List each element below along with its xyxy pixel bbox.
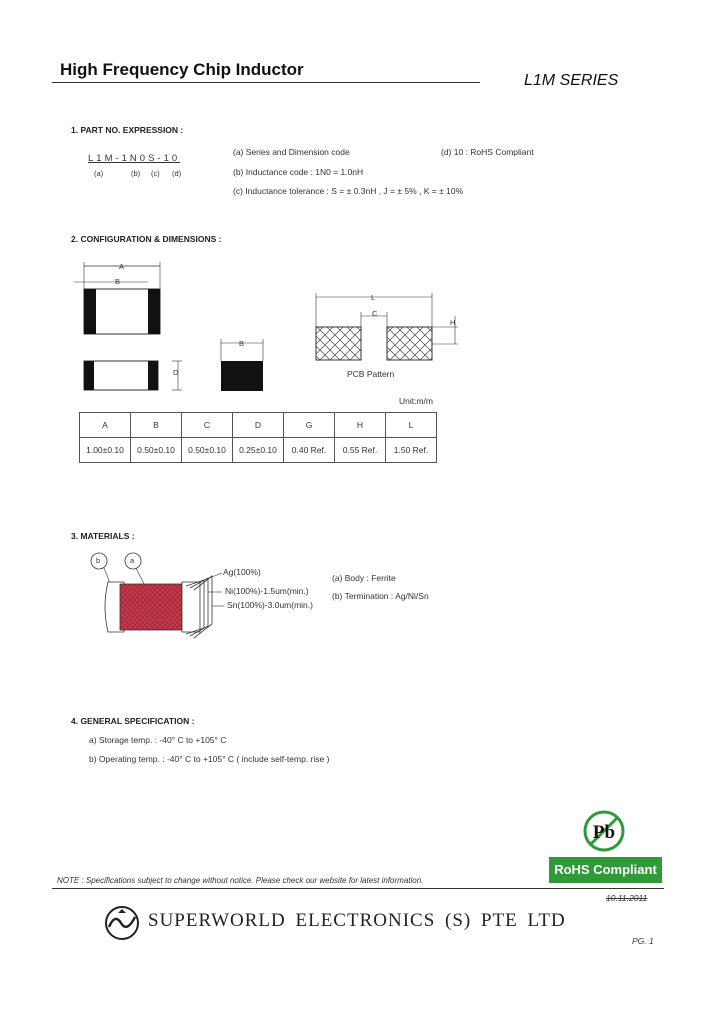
table-cell: 0.25±0.10 bbox=[233, 438, 284, 463]
dimension-table bbox=[79, 412, 437, 463]
company-name: SUPERWORLD ELECTRONICS (S) PTE LTD bbox=[148, 910, 566, 931]
material-body: (a) Body : Ferrite bbox=[332, 573, 396, 583]
company-logo-icon bbox=[104, 905, 140, 941]
document-date: 10.11.2011 bbox=[606, 893, 648, 903]
table-header: H bbox=[335, 413, 386, 438]
section-4-heading: 4. GENERAL SPECIFICATION : bbox=[71, 716, 195, 726]
part-label-c: (c) bbox=[151, 169, 160, 178]
pcb-pattern bbox=[316, 293, 458, 360]
bubble-a-label: a bbox=[130, 556, 135, 565]
table-header: L bbox=[386, 413, 437, 438]
desc-b: (b) Inductance code : 1N0 = 1.0nH bbox=[233, 167, 364, 177]
table-header: D bbox=[233, 413, 284, 438]
part-label-d: (d) bbox=[172, 169, 182, 178]
table-header: B bbox=[131, 413, 182, 438]
series-name: L1M SERIES bbox=[524, 72, 619, 89]
table-cell: 1.50 Ref. bbox=[386, 438, 437, 463]
table-cell: 0.50±0.10 bbox=[182, 438, 233, 463]
unit-label: Unit:m/m bbox=[399, 396, 433, 406]
spec-storage-temp: a) Storage temp. : -40° C to +105° C bbox=[89, 735, 227, 745]
material-termination: (b) Termination : Ag/Ni/Sn bbox=[332, 591, 429, 601]
dim-label-d: D bbox=[173, 368, 179, 377]
chip-top-view bbox=[74, 262, 160, 334]
desc-d: (d) 10 : RoHS Compliant bbox=[441, 147, 534, 157]
table-cell: 0.40 Ref. bbox=[284, 438, 335, 463]
rohs-compliant-badge: RoHS Compliant bbox=[549, 857, 662, 883]
dim-label-l: L bbox=[371, 293, 376, 302]
dimension-table-header-row bbox=[80, 413, 437, 438]
dim-label-h: H bbox=[450, 318, 456, 327]
part-label-a: (a) bbox=[94, 169, 104, 178]
layer-sn: Sn(100%)-3.0um(min.) bbox=[227, 600, 313, 610]
part-number: L1M-1N0S-10 bbox=[88, 153, 181, 164]
dim-label-a: A bbox=[119, 262, 125, 271]
desc-a: (a) Series and Dimension code bbox=[233, 147, 350, 157]
table-cell: 1.00±0.10 bbox=[80, 438, 131, 463]
dimension-table-value-row bbox=[80, 438, 437, 463]
table-cell: 0.50±0.10 bbox=[131, 438, 182, 463]
footer-note: NOTE : Specifications subject to change without notice. Please check our website for latest information. bbox=[57, 876, 424, 885]
desc-c: (c) Inductance tolerance : S = ± 0.3nH , J = ± 5% , K = ± 10% bbox=[233, 186, 464, 196]
pcb-pattern-label: PCB Pattern bbox=[347, 369, 395, 379]
layer-ni: Ni(100%)-1.5um(min.) bbox=[225, 586, 309, 596]
pb-free-icon bbox=[582, 809, 626, 853]
table-header: C bbox=[182, 413, 233, 438]
table-cell: 0.55 Ref. bbox=[335, 438, 386, 463]
section-3-heading: 3. MATERIALS : bbox=[71, 531, 135, 541]
dim-label-b: B bbox=[115, 277, 121, 286]
bubble-b-label: b bbox=[96, 556, 101, 565]
footer-rule bbox=[52, 888, 664, 889]
page-number: PG. 1 bbox=[632, 936, 654, 946]
part-label-b: (b) bbox=[131, 169, 141, 178]
dim-label-c: C bbox=[372, 309, 378, 318]
section-2-heading: 2. CONFIGURATION & DIMENSIONS : bbox=[71, 234, 222, 244]
dim-label-b2: B bbox=[239, 339, 245, 348]
spec-operating-temp: b) Operating temp. : -40° C to +105° C ( include self-temp. rise ) bbox=[89, 754, 330, 764]
table-header: A bbox=[80, 413, 131, 438]
table-header: G bbox=[284, 413, 335, 438]
section-1-heading: 1. PART NO. EXPRESSION : bbox=[71, 125, 184, 135]
page-title: High Frequency Chip Inductor bbox=[60, 60, 304, 79]
layer-ag: Ag(100%) bbox=[223, 567, 261, 577]
chip-side-view bbox=[84, 361, 182, 390]
pb-text: Pb bbox=[592, 822, 616, 843]
